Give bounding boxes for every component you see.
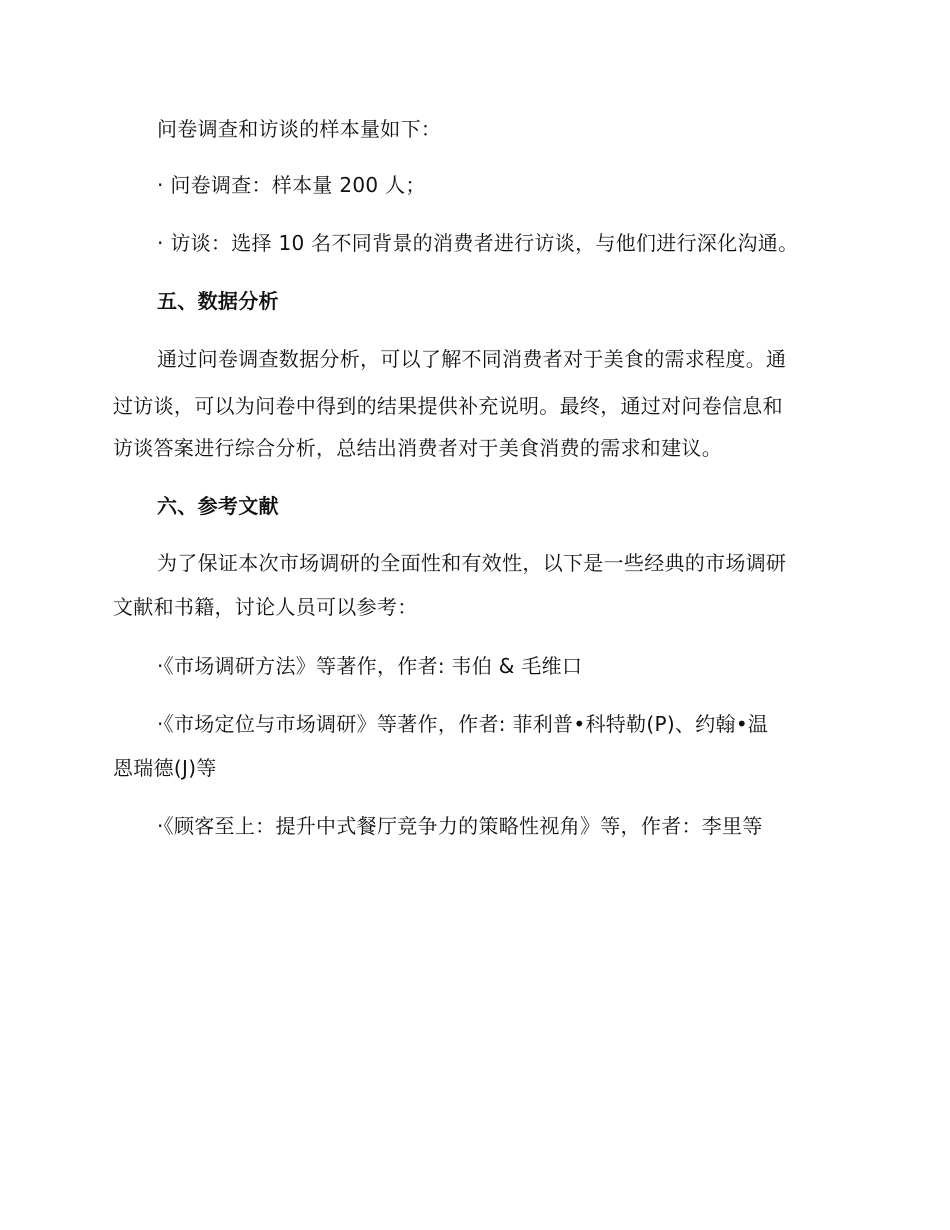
section-heading-data-analysis: 五、数据分析 [157, 289, 279, 313]
reference-item-2-line-2: 恩瑞德(J)等 [113, 756, 217, 780]
analysis-paragraph-line-2: 过访谈，可以为问卷中得到的结果提供补充说明。最终，通过对问卷信息和 [113, 394, 783, 418]
references-paragraph-line-2: 文献和书籍，讨论人员可以参考： [113, 595, 418, 619]
reference-item-2-line-1: ·《市场定位与市场调研》等著作，作者: 菲利普•科特勒(P)、约翰•温 [157, 712, 769, 736]
sample-item-interview: · 访谈：选择 10 名不同背景的消费者进行访谈，与他们进行深化沟通。 [157, 231, 799, 255]
references-paragraph-line-1: 为了保证本次市场调研的全面性和有效性，以下是一些经典的市场调研 [157, 551, 787, 575]
section-heading-references: 六、参考文献 [157, 494, 279, 518]
reference-item-3: ·《顾客至上：提升中式餐厅竞争力的策略性视角》等，作者：李里等 [157, 814, 763, 838]
analysis-paragraph-line-3: 访谈答案进行综合分析，总结出消费者对于美食消费的需求和建议。 [113, 436, 722, 460]
sample-intro: 问卷调查和访谈的样本量如下： [157, 117, 442, 141]
sample-item-survey: · 问卷调查：样本量 200 人； [157, 173, 426, 197]
reference-item-1: ·《市场调研方法》等著作，作者: 韦伯 & 毛维口 [157, 654, 583, 678]
analysis-paragraph-line-1: 通过问卷调查数据分析，可以了解不同消费者对于美食的需求程度。通 [157, 347, 787, 371]
